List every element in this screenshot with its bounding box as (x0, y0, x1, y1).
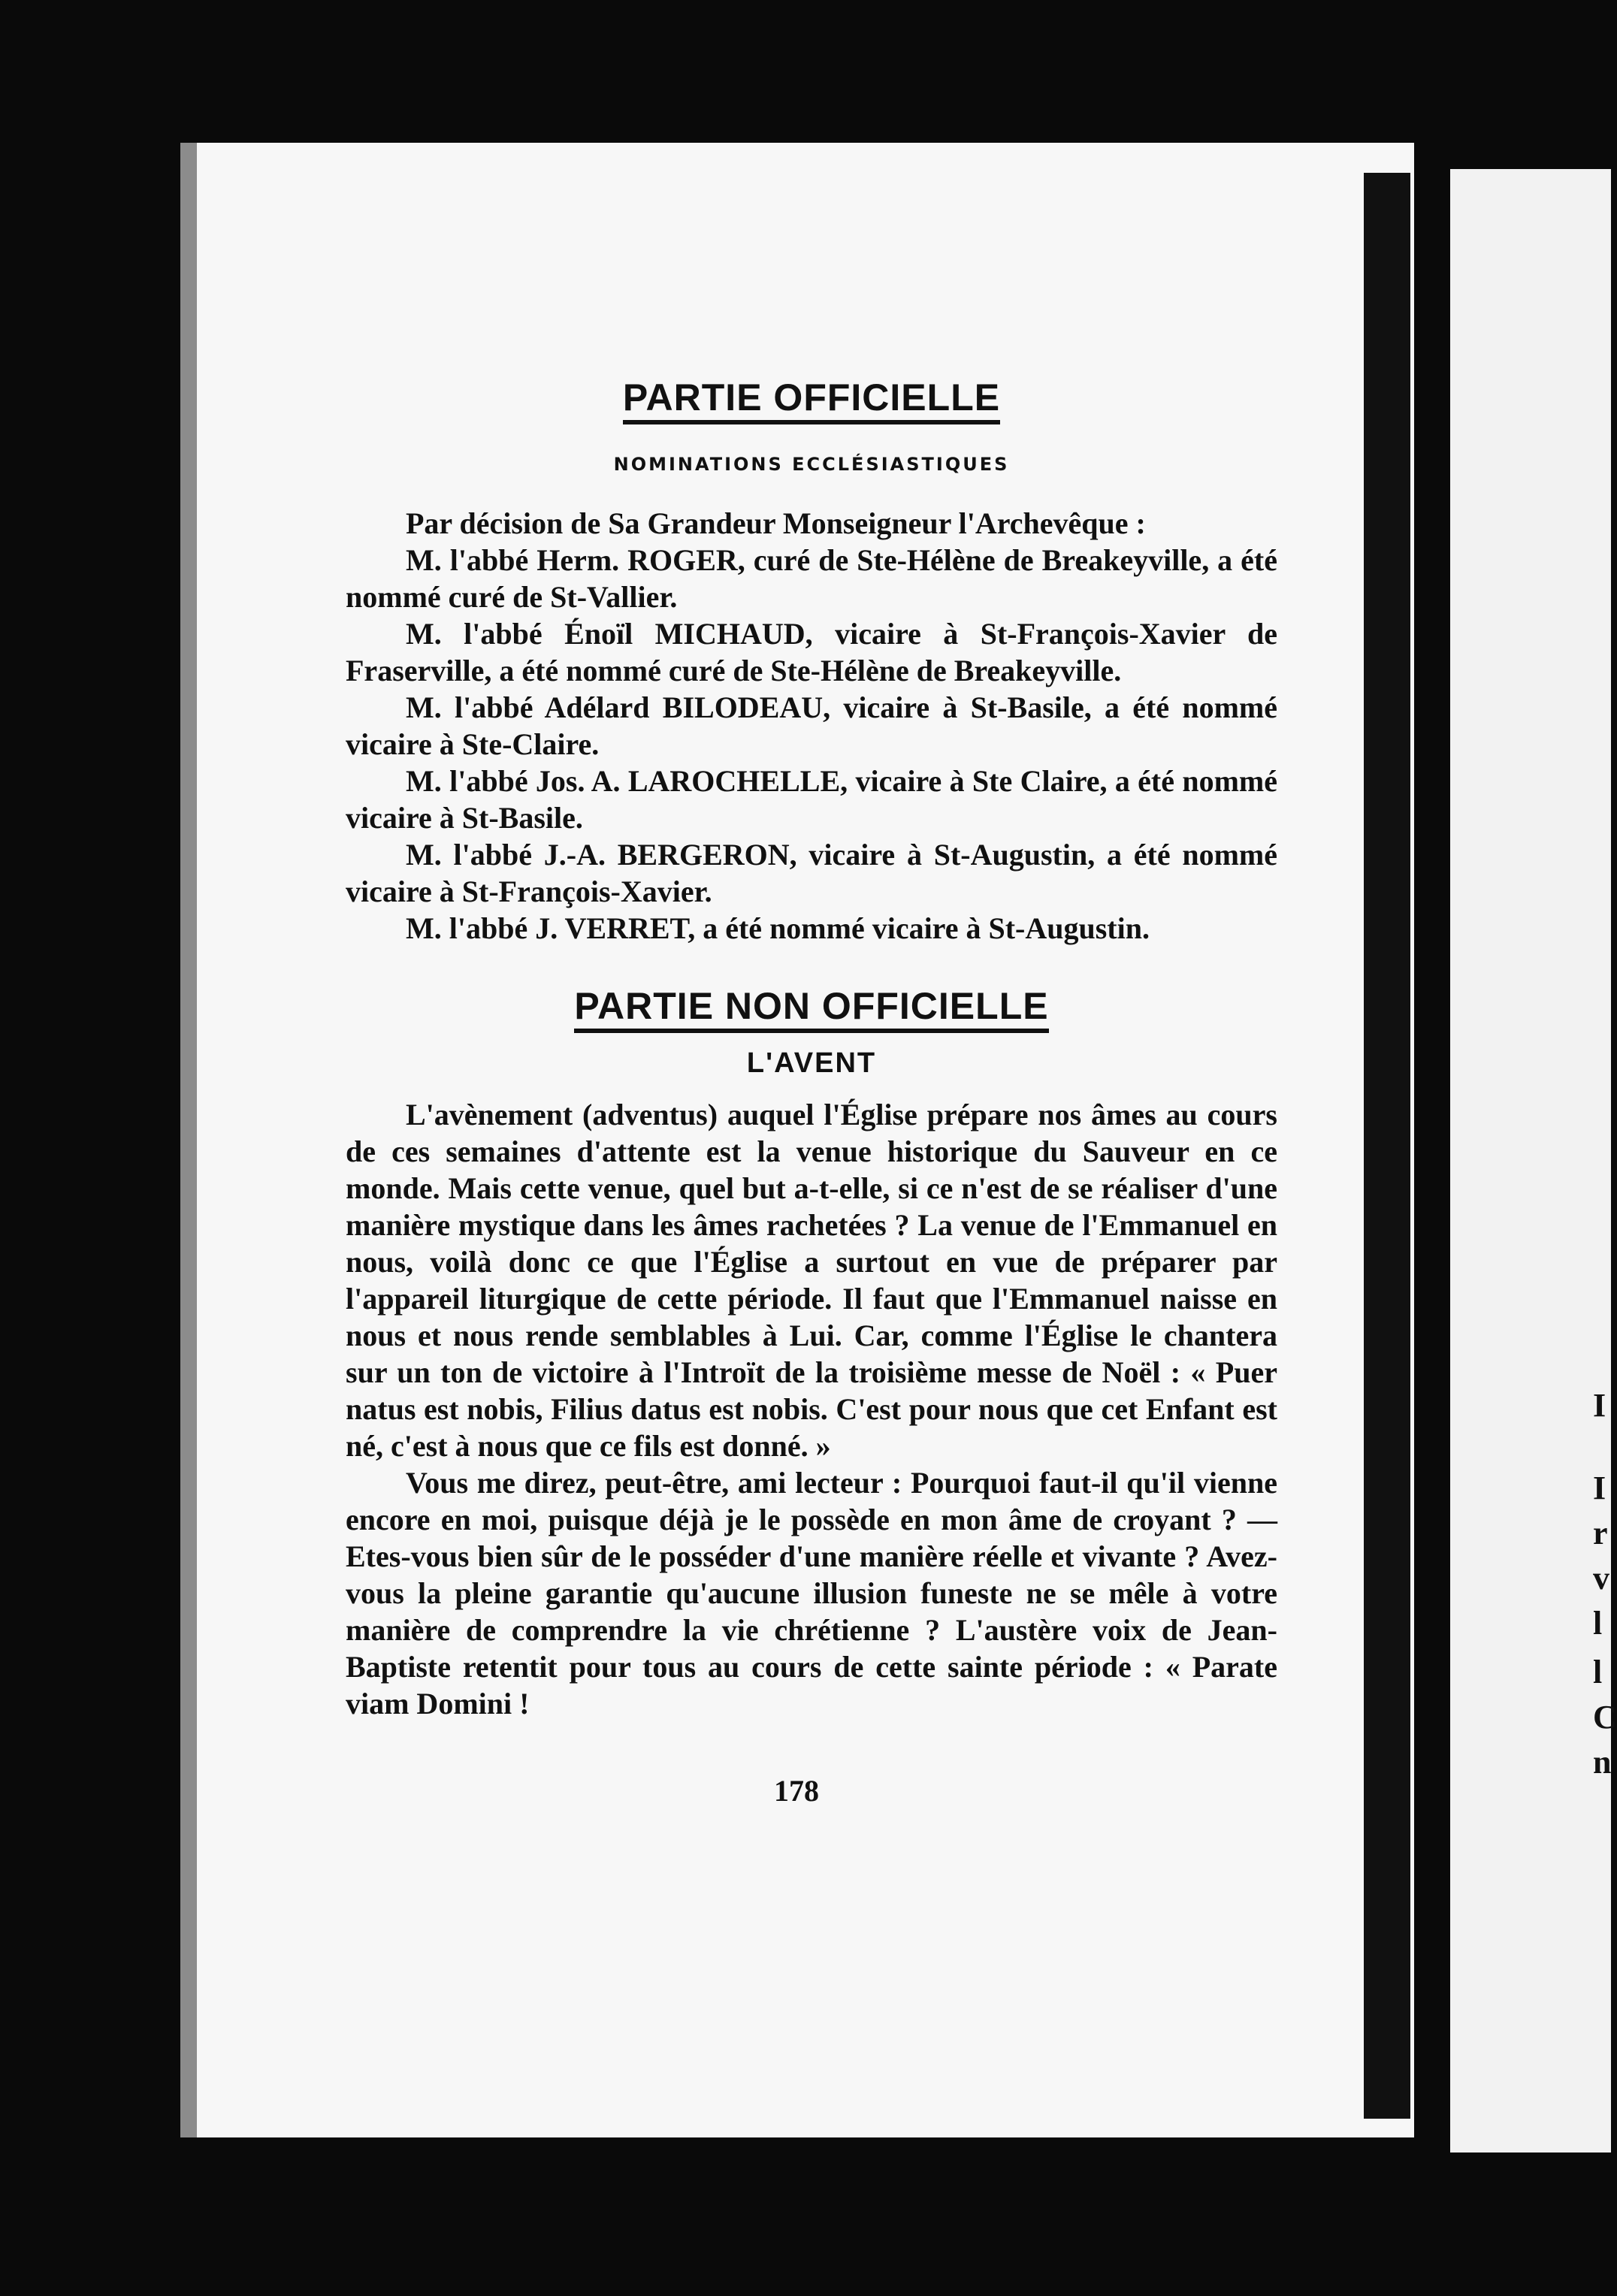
unofficial-subtitle: L'AVENT (746, 1047, 877, 1079)
adjacent-page-glyph: l (1593, 1654, 1603, 1690)
adjacent-page-glyph: I (1593, 1470, 1606, 1506)
page-number: 178 (774, 1774, 819, 1808)
adjacent-page-glyph: r (1593, 1515, 1608, 1551)
official-paragraph: M. l'abbé J.-A. BERGERON, vicaire à St-Augustin, a été nommé vicaire à St-François-Xavier. (346, 838, 1277, 908)
official-section-title: PARTIE OFFICIELLE (346, 376, 1277, 419)
adjacent-page (1450, 169, 1617, 2152)
official-paragraph: M. l'abbé J. VERRET, a été nommé vicaire à St-Augustin. (406, 911, 1150, 945)
page-content (346, 376, 1277, 1722)
official-subtitle: NOMINATIONS ECCLÉSIASTIQUES (613, 454, 1010, 475)
adjacent-page-glyph: C (1593, 1699, 1617, 1736)
official-paragraph: M. l'abbé Adélard BILODEAU, vicaire à St-Basile, a été nommé vicaire à Ste-Claire. (346, 690, 1277, 761)
unofficial-paragraph: Vous me direz, peut-être, ami lecteur : Pourquoi faut-il qu'il vienne encore en moi, puisque déjà je le possède en mon âme de croyant ? — Etes-vous bien sûr de le posséder d'une manière réelle et vivante ? Avez-vous la pleine garantie qu'aucune illusion funeste ne se mêle à votre manière de comprendre la vie chrétienne ? L'austère voix de Jean-Baptiste retentit pour tous au cours de cette sainte période : « Parate viam Domini ! (346, 1466, 1277, 1720)
adjacent-page-glyph: n (1593, 1744, 1612, 1781)
unofficial-paragraph: L'avènement (adventus) auquel l'Église prépare nos âmes au cours de ces semaines d'attente est la venue historique du Sauveur en ce monde. Mais cette venue, quel but a-t-elle, si ce n'est de se réaliser d'une manière mystique dans les âmes rachetées ? La venue de l'Emmanuel en nous, voilà donc ce que l'Église a surtout en vue de préparer par l'appareil liturgique de cette période. Il faut que l'Emmanuel naisse en nous et nous rende semblables à Lui. Car, comme l'Église le chantera sur un ton de victoire à l'Introït de la troisième messe de Noël : « Puer natus est nobis, Filius datus est nobis. C'est pour nous que cet Enfant est né, c'est à nous que ce fils est donné. » (346, 1098, 1277, 1463)
official-paragraph: M. l'abbé Herm. ROGER, curé de Ste-Hélène de Breakeyville, a été nommé curé de St-Vallier. (346, 543, 1277, 614)
official-paragraph: Par décision de Sa Grandeur Monseigneur l'Archevêque : (406, 506, 1146, 540)
book-spine (1364, 173, 1410, 2119)
official-paragraph: M. l'abbé Énoïl MICHAUD, vicaire à St-François-Xavier de Fraserville, a été nommé curé de Ste-Hélène de Breakeyville. (346, 617, 1277, 687)
adjacent-page-glyph: v (1593, 1560, 1609, 1597)
official-paragraph: M. l'abbé Jos. A. LAROCHELLE, vicaire à Ste Claire, a été nommé vicaire à St-Basile. (346, 764, 1277, 835)
unofficial-section-title: PARTIE NON OFFICIELLE (346, 984, 1277, 1028)
adjacent-page-glyph: I (1593, 1387, 1606, 1424)
adjacent-page-glyph: l (1593, 1605, 1603, 1642)
